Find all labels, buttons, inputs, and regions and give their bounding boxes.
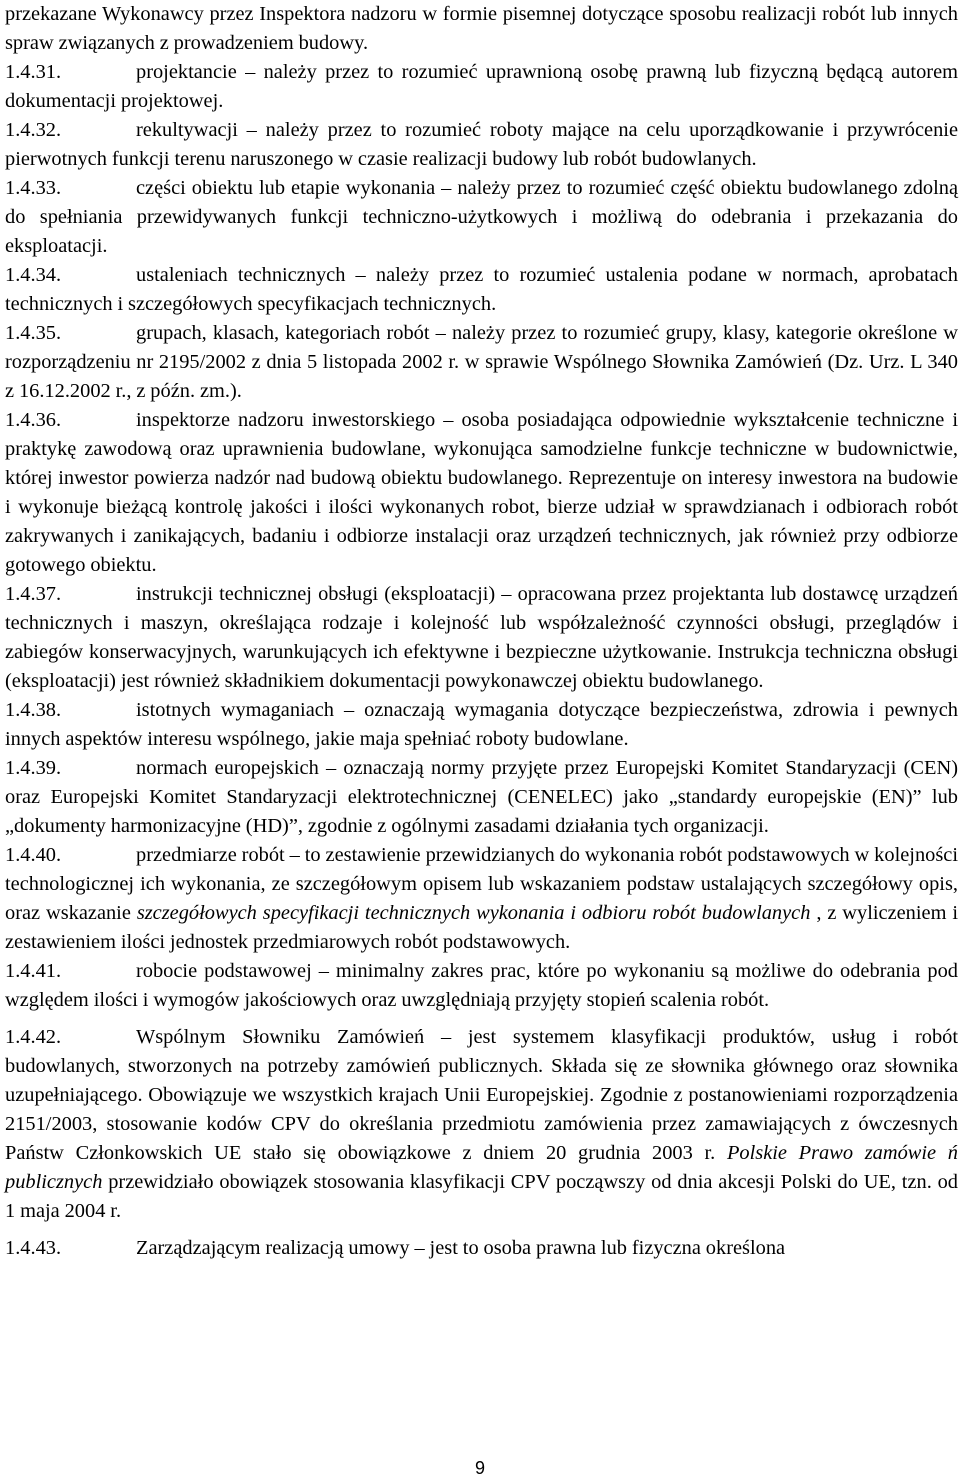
item-text: rekultywacji – należy przez to rozumieć roboty mające na celu uporządkowanie i przywrócenie pierwotnych funkcji terenu naruszonego w czasie realizacji budowy lub robót budowlanych. — [5, 119, 958, 170]
definition-item — [5, 406, 958, 580]
item-number: 1.4.32. — [5, 119, 62, 141]
item-text: instrukcji technicznej obsługi (eksploatacji) – opracowana przez projektanta lub dostawcę urządzeń technicznych i maszyn, określająca rodzaje i kolejność lub współzależność czynności obsługi, przeglądów i zabiegów konserwacyjnych, warunkujących ich efektywne i bezpieczne użytkowanie. Instrukcja techniczna obsługi (eksploatacji) jest również składnikiem dokumentacji powykonawczej obiektu budowlanego. — [5, 583, 958, 692]
page-number: 9 — [474, 1458, 485, 1478]
item-number: 1.4.41. — [5, 960, 62, 982]
item-number: 1.4.35. — [5, 322, 62, 344]
intro-paragraph: przekazane Wykonawcy przez Inspektora nadzoru w formie pisemnej dotyczące sposobu realizacji robót lub innych spraw związanych z prowadzeniem budowy. — [5, 3, 958, 54]
item-number: 1.4.31. — [5, 61, 62, 83]
item-text: części obiektu lub etapie wykonania – należy przez to rozumieć część obiektu budowlanego zdolną do spełniania przewidywanych funkcji techniczno-użytkowych i możliwą do odebrania i przekazania do eksploatacji. — [5, 177, 958, 257]
definition-item — [5, 319, 958, 406]
item-number: 1.4.37. — [5, 583, 62, 605]
item-text-after: przewidziało obowiązek stosowania klasyfikacji CPV począwszy od dnia akcesji Polski do UE, tzn. od 1 maja 2004 r. — [5, 1171, 958, 1222]
definition-item — [5, 1234, 958, 1263]
item-number: 1.4.43. — [5, 1237, 62, 1259]
definition-item — [5, 116, 958, 174]
item-number: 1.4.39. — [5, 757, 62, 779]
definition-item — [5, 696, 958, 754]
item-text: robocie podstawowej – minimalny zakres prac, które po wykonaniu są możliwe do odebrania pod względem ilości i wymogów jakościowych oraz uwzględniają przyjęty stopień scalenia robót. — [5, 960, 958, 1011]
item-number: 1.4.34. — [5, 264, 62, 286]
item-number: 1.4.36. — [5, 409, 62, 431]
definition-item — [5, 754, 958, 841]
item-text-italic: Polskie Prawo zamówie ń publicznych — [5, 1142, 959, 1193]
item-number: 1.4.40. — [5, 844, 62, 866]
item-text-before: Wspólnym Słowniku Zamówień – jest systemem klasyfikacji produktów, usług i robót budowlanych, stworzonych na potrzeby zamówień publicznych. Składa się ze słownika głównego oraz słownika uzupełniającego. Obowiązuje we wszystkich krajach Unii Europejskiej. Zgodnie z postanowieniami rozporządzenia 2151/2003, stosowanie kodów CPV do określania przedmiotu zamówienia przez zamawiających z ówczesnych Państw Członkowskich UE stało się obowiązkowe z dniem 20 grudnia 2003 r. — [5, 1026, 958, 1164]
item-text: normach europejskich – oznaczają normy przyjęte przez Europejski Komitet Standaryzacji (CEN) oraz Europejski Komitet Standaryzacji elektrotechnicznej (CENELEC) jako „standardy europejskie (EN)” lub „dokumenty harmonizacyjne (HD)”, zgodnie z ogólnymi zasadami działania tych organizacji. — [5, 757, 958, 837]
definition-item — [5, 580, 958, 696]
definition-item — [5, 174, 958, 261]
item-text: projektancie – należy przez to rozumieć uprawnioną osobę prawną lub fizyczną będącą autorem dokumentacji projektowej. — [5, 61, 958, 112]
item-text: grupach, klasach, kategoriach robót – należy przez to rozumieć grupy, klasy, kategorie określone w rozporządzeniu nr 2195/2002 z dnia 5 listopada 2002 r. w sprawie Wspólnego Słownika Zamówień (Dz. Urz. L 340 z 16.12.2002 r., z późn. zm.). — [5, 322, 958, 402]
item-text: ustaleniach technicznych – należy przez to rozumieć ustalenia podane w normach, aprobatach technicznych i szczegółowych specyfikacjach technicznych. — [5, 264, 958, 315]
item-text: Zarządzającym realizacją umowy – jest to osoba prawna lub fizyczna określona — [136, 1237, 786, 1259]
definition-item — [5, 1023, 958, 1226]
item-text: inspektorze nadzoru inwestorskiego – osoba posiadająca odpowiednie wykształcenie techniczne i praktykę zawodową oraz uprawnienia budowlane, wykonująca samodzielne funkcje techniczne w budownictwie, której inwestor powierza nadzór nad budową obiektu budowlanego. Reprezentuje on interesy inwestora na budowie i wykonuje bieżącą kontrolę jakości i ilości wykonanych robot, bierze udział w sprawdzianach i odbiorach robót zakrywanych i zanikających, badaniu i odbiorze instalacji oraz urządzeń technicznych, jak również przy odbiorze gotowego obiektu. — [5, 409, 958, 576]
item-number: 1.4.42. — [5, 1026, 62, 1048]
document-page — [5, 0, 958, 1263]
item-number: 1.4.38. — [5, 699, 62, 721]
item-text-after: , z wyliczeniem i zestawieniem ilości jednostek przedmiarowych robót podstawowych. — [5, 902, 959, 953]
item-text-before: przedmiarze robót – to zestawienie przewidzianych do wykonania robót podstawowych w kolejności technologicznej ich wykonania, ze szczegółowym opisem lub wskazaniem podstaw ustalających szczegółowy opis, oraz wskazanie — [5, 844, 958, 924]
item-number: 1.4.33. — [5, 177, 62, 199]
item-text: istotnych wymaganiach – oznaczają wymagania dotyczące bezpieczeństwa, zdrowia i pewnych innych aspektów interesu wspólnego, jakie maja spełniać roboty budowlane. — [5, 699, 958, 750]
definition-item — [5, 58, 958, 116]
item-text-italic: szczegółowych specyfikacji technicznych wykonania i odbioru robót budowlanych — [136, 902, 811, 924]
definition-item — [5, 261, 958, 319]
definition-item — [5, 841, 958, 957]
definition-item — [5, 957, 958, 1015]
